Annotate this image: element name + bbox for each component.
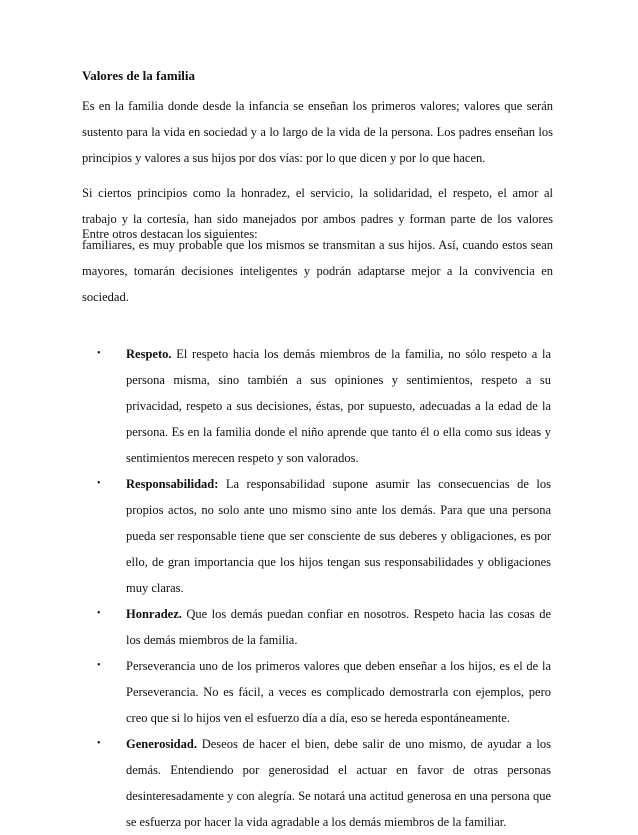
bullet-icon: • [97,348,101,359]
list-intro-paragraph: Entre otros destacan los siguientes: [82,227,258,241]
values-list [0,341,551,835]
list-item-perseverancia [97,653,551,731]
value-term: Responsabilidad: [126,477,219,491]
value-description: Deseos de hacer el bien, debe salir de uno mismo, de ayudar a los demás. Entendiendo por generosidad el actuar en favor de otras personas desinteresadamente y con alegría. Se notará una actitud generosa en una persona que se esfuerza por hacer la vida agradable a los demás miembros de la familiar. [126,737,551,829]
value-description: Que los demás puedan confiar en nosotros. Respeto hacia las cosas de los demás miembros de la familia. [126,607,551,647]
value-description: Perseverancia uno de los primeros valores que deben enseñar a los hijos, es el de la Perseverancia. No es fácil, a veces es complicado demostrarla con ejemplos, pero creo que si lo hijos ven el esfuerzo día a día, eso se hereda espontáneamente. [126,659,551,725]
value-term: Generosidad. [126,737,197,751]
list-item-generosidad [97,731,551,835]
bullet-icon: • [97,738,101,749]
list-item-respeto [97,341,551,471]
list-item-responsabilidad [97,471,551,601]
intro-paragraph: Es en la familia donde desde la infancia se enseñan los primeros valores; valores que serán sustento para la vida en sociedad y a lo largo de la vida de la persona. Los padres enseñan los principios y valores a sus hijos por dos vías: por lo que dicen y por lo que hacen. [82,99,553,165]
principles-paragraph: Si ciertos principios como la honradez, el servicio, la solidaridad, el respeto, el amor al trabajo y la cortesía, han sido manejados por ambos padres y forman parte de los valores familiares, es muy probable que los mismos se transmitan a sus hijos. Así, cuando estos sean mayores, tomarán decisiones inteligentes y podrán adaptarse mejor a la convivencia en sociedad. [82,186,553,304]
document-title: Valores de la familia [82,68,196,83]
value-description: La responsabilidad supone asumir las consecuencias de los propios actos, no solo ante uno mismo sino ante los demás. Para que una persona pueda ser responsable tiene que ser consciente de sus deberes y obligaciones, es por ello, de gran importancia que los hijos tengan sus responsabilidades y obligaciones muy claras. [126,477,551,595]
bullet-icon: • [97,660,101,671]
value-term: Honradez. [126,607,182,621]
list-item-honradez [97,601,551,653]
bullet-icon: • [97,608,101,619]
bullet-icon: • [97,478,101,489]
value-description: El respeto hacia los demás miembros de la familia, no sólo respeto a la persona misma, sino también a sus opiniones y sentimientos, respeto a su privacidad, respeto a sus decisiones, éstas, por supuesto, adecuadas a la edad de la persona. Es en la familia donde el niño aprende que tanto él o ella como sus ideas y sentimientos merecen respeto y son valorados. [126,347,551,465]
value-term: Respeto. [126,347,172,361]
